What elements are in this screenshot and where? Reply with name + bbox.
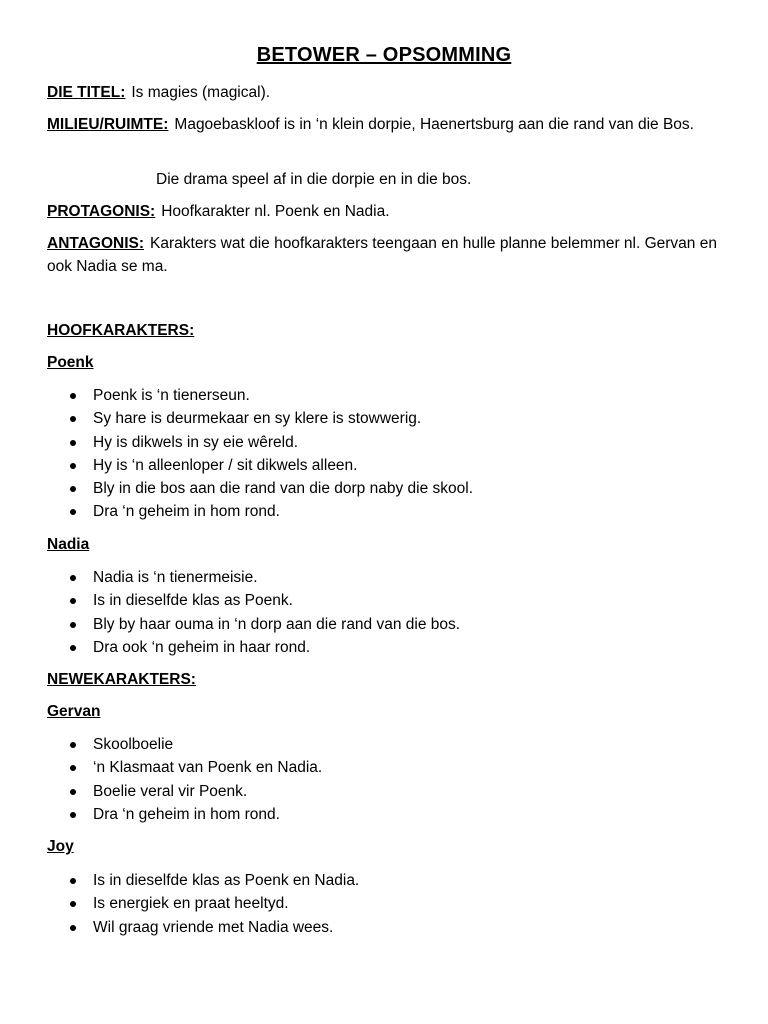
bullet-icon bbox=[70, 575, 76, 581]
list-item: Nadia is ‘n tienermeisie. bbox=[0, 566, 768, 589]
bullet-icon bbox=[70, 645, 76, 651]
list-item: Is in dieselfde klas as Poenk en Nadia. bbox=[0, 869, 768, 892]
gervan-heading: Gervan bbox=[47, 703, 101, 720]
list-item: ‘n Klasmaat van Poenk en Nadia. bbox=[0, 756, 768, 779]
protagonis-line bbox=[47, 200, 737, 223]
bullet-icon bbox=[70, 509, 76, 515]
list-item: Hy is ‘n alleenloper / sit dikwels alleen. bbox=[0, 454, 768, 477]
titel-line bbox=[47, 81, 737, 104]
nadia-list bbox=[0, 566, 768, 659]
bullet-icon bbox=[70, 622, 76, 628]
nadia-heading: Nadia bbox=[47, 536, 90, 553]
bullet-icon bbox=[70, 878, 76, 884]
list-item: Boelie veral vir Poenk. bbox=[0, 780, 768, 803]
bullet-icon bbox=[70, 901, 76, 907]
antagonis-label: ANTAGONIS: bbox=[47, 235, 145, 252]
bullet-icon bbox=[70, 742, 76, 748]
list-item: Is in dieselfde klas as Poenk. bbox=[0, 589, 768, 612]
bullet-icon bbox=[70, 765, 76, 771]
titel-label: DIE TITEL: bbox=[47, 84, 126, 101]
bullet-icon bbox=[70, 393, 76, 399]
list-item: Sy hare is deurmekaar en sy klere is stowwerig. bbox=[0, 407, 768, 430]
list-item: Skoolboelie bbox=[0, 733, 768, 756]
bullet-icon bbox=[70, 925, 76, 931]
protagonis-text: Hoofkarakter nl. Poenk en Nadia. bbox=[161, 203, 390, 220]
milieu-label: MILIEU/RUIMTE: bbox=[47, 116, 169, 133]
bullet-icon bbox=[70, 486, 76, 492]
list-item: Dra ‘n geheim in hom rond. bbox=[0, 500, 768, 523]
poenk-list bbox=[0, 384, 768, 524]
bullet-icon bbox=[70, 463, 76, 469]
milieu-line bbox=[47, 113, 737, 136]
list-item: Is energiek en praat heeltyd. bbox=[0, 892, 768, 915]
bullet-icon bbox=[70, 440, 76, 446]
newekarakters-heading: NEWEKARAKTERS: bbox=[47, 671, 196, 688]
list-item: Poenk is ‘n tienerseun. bbox=[0, 384, 768, 407]
list-item: Wil graag vriende met Nadia wees. bbox=[0, 916, 768, 939]
bullet-icon bbox=[70, 598, 76, 604]
gervan-list bbox=[0, 733, 768, 826]
antagonis-text: Karakters wat die hoofkarakters teengaan en hulle planne belemmer nl. Gervan en ook Nadia se ma. bbox=[47, 235, 717, 275]
list-item: Bly in die bos aan die rand van die dorp naby die skool. bbox=[0, 477, 768, 500]
hoofkarakters-heading: HOOFKARAKTERS: bbox=[47, 322, 195, 339]
bullet-icon bbox=[70, 789, 76, 795]
list-item: Hy is dikwels in sy eie wêreld. bbox=[0, 431, 768, 454]
list-item: Dra ‘n geheim in hom rond. bbox=[0, 803, 768, 826]
list-item: Dra ook ‘n geheim in haar rond. bbox=[0, 636, 768, 659]
milieu-text-2: Die drama speel af in die dorpie en in die bos. bbox=[156, 171, 472, 188]
protagonis-label: PROTAGONIS: bbox=[47, 203, 156, 220]
joy-list bbox=[0, 869, 768, 939]
joy-heading: Joy bbox=[47, 838, 74, 855]
antagonis-line bbox=[47, 232, 737, 278]
bullet-icon bbox=[70, 416, 76, 422]
milieu-text: Magoebaskloof is in ‘n klein dorpie, Haenertsburg aan die rand van die Bos. bbox=[174, 116, 694, 133]
bullet-icon bbox=[70, 812, 76, 818]
poenk-heading: Poenk bbox=[47, 354, 94, 371]
list-item: Bly by haar ouma in ‘n dorp aan die rand van die bos. bbox=[0, 613, 768, 636]
titel-text: Is magies (magical). bbox=[131, 84, 271, 101]
page-title: BETOWER – OPSOMMING bbox=[256, 44, 512, 66]
